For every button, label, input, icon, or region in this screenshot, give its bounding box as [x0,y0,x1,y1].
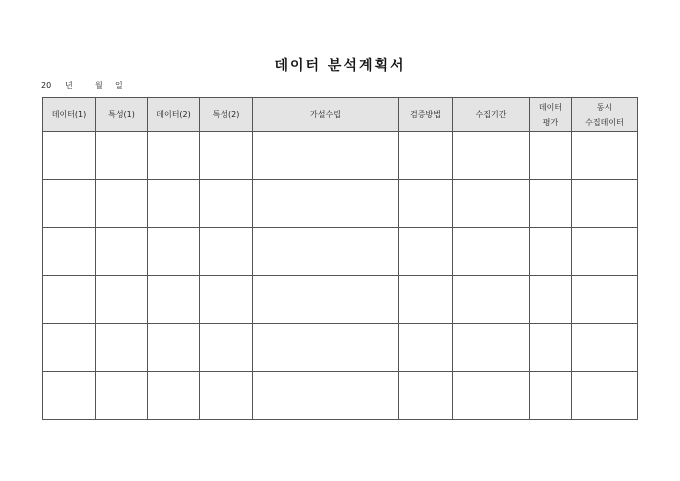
header-hypothesis [253,98,399,132]
cell-feature-2[interactable] [200,228,253,276]
header-label: 데이터(1) [51,110,87,119]
cell-feature-2[interactable] [200,276,253,324]
cell-feature-1[interactable] [96,372,148,420]
table-row [43,372,638,420]
cell-hypothesis[interactable] [253,180,399,228]
document-title: 데이터 분석계획서 [274,58,406,74]
cell-feature-2[interactable] [200,324,253,372]
cell-data-1[interactable] [43,228,96,276]
cell-simultaneous-collection[interactable] [572,324,638,372]
cell-collection-period[interactable] [453,180,530,228]
date-day-label: 일 [115,81,123,90]
table-row [43,276,638,324]
header-data-2 [148,98,200,132]
cell-data-1[interactable] [43,276,96,324]
cell-test-method[interactable] [399,372,453,420]
cell-test-method[interactable] [399,228,453,276]
cell-data-2[interactable] [148,132,200,180]
header-data-evaluation [530,98,572,132]
table-row [43,180,638,228]
cell-feature-1[interactable] [96,132,148,180]
cell-feature-2[interactable] [200,372,253,420]
cell-simultaneous-collection[interactable] [572,180,638,228]
header-label: 데이터(2) [156,110,191,119]
header-label-line-1: 동시 [596,102,613,112]
cell-data-evaluation[interactable] [530,276,572,324]
cell-feature-1[interactable] [96,180,148,228]
date-year-prefix: 20 [41,81,52,90]
table-row [43,132,638,180]
date-month-label: 월 [95,81,103,90]
header-test-method [399,98,453,132]
header-simultaneous-collection [572,98,638,132]
cell-data-1[interactable] [43,180,96,228]
cell-collection-period[interactable] [453,132,530,180]
cell-data-1[interactable] [43,372,96,420]
cell-data-2[interactable] [148,180,200,228]
cell-feature-1[interactable] [96,228,148,276]
cell-hypothesis[interactable] [253,132,399,180]
table-body [43,132,638,420]
cell-hypothesis[interactable] [253,228,399,276]
cell-collection-period[interactable] [453,324,530,372]
cell-hypothesis[interactable] [253,276,399,324]
header-label: 특성(1) [108,110,135,119]
cell-test-method[interactable] [399,276,453,324]
header-label: 가설수립 [310,110,341,119]
cell-collection-period[interactable] [453,276,530,324]
date-line [41,80,123,91]
cell-hypothesis[interactable] [253,372,399,420]
cell-test-method[interactable] [399,324,453,372]
cell-data-evaluation[interactable] [530,372,572,420]
cell-data-evaluation[interactable] [530,180,572,228]
cell-collection-period[interactable] [453,372,530,420]
header-label: 특성(2) [212,110,240,119]
cell-data-evaluation[interactable] [530,324,572,372]
cell-data-2[interactable] [148,324,200,372]
cell-simultaneous-collection[interactable] [572,132,638,180]
cell-data-1[interactable] [43,324,96,372]
cell-feature-1[interactable] [96,324,148,372]
header-label-line-2: 평가 [542,117,559,127]
cell-simultaneous-collection[interactable] [572,228,638,276]
cell-simultaneous-collection[interactable] [572,276,638,324]
header-label: 수집기간 [475,110,507,119]
cell-simultaneous-collection[interactable] [572,372,638,420]
table-header-row [43,98,638,132]
table-row [43,324,638,372]
cell-feature-2[interactable] [200,132,253,180]
cell-data-evaluation[interactable] [530,132,572,180]
cell-test-method[interactable] [399,180,453,228]
cell-data-2[interactable] [148,228,200,276]
cell-data-1[interactable] [43,132,96,180]
table-row [43,228,638,276]
cell-data-2[interactable] [148,276,200,324]
cell-feature-2[interactable] [200,180,253,228]
date-year-label: 년 [65,81,73,90]
header-data-1 [43,98,96,132]
cell-data-evaluation[interactable] [530,228,572,276]
header-collection-period [453,98,530,132]
cell-test-method[interactable] [399,132,453,180]
header-feature-1 [96,98,148,132]
cell-feature-1[interactable] [96,276,148,324]
analysis-plan-table [42,97,638,420]
cell-data-2[interactable] [148,372,200,420]
cell-collection-period[interactable] [453,228,530,276]
header-label-line-1: 데이터 [538,102,563,112]
header-label: 검증방법 [410,110,441,119]
cell-hypothesis[interactable] [253,324,399,372]
header-label-line-2: 수집데이터 [585,117,624,127]
header-feature-2 [200,98,253,132]
